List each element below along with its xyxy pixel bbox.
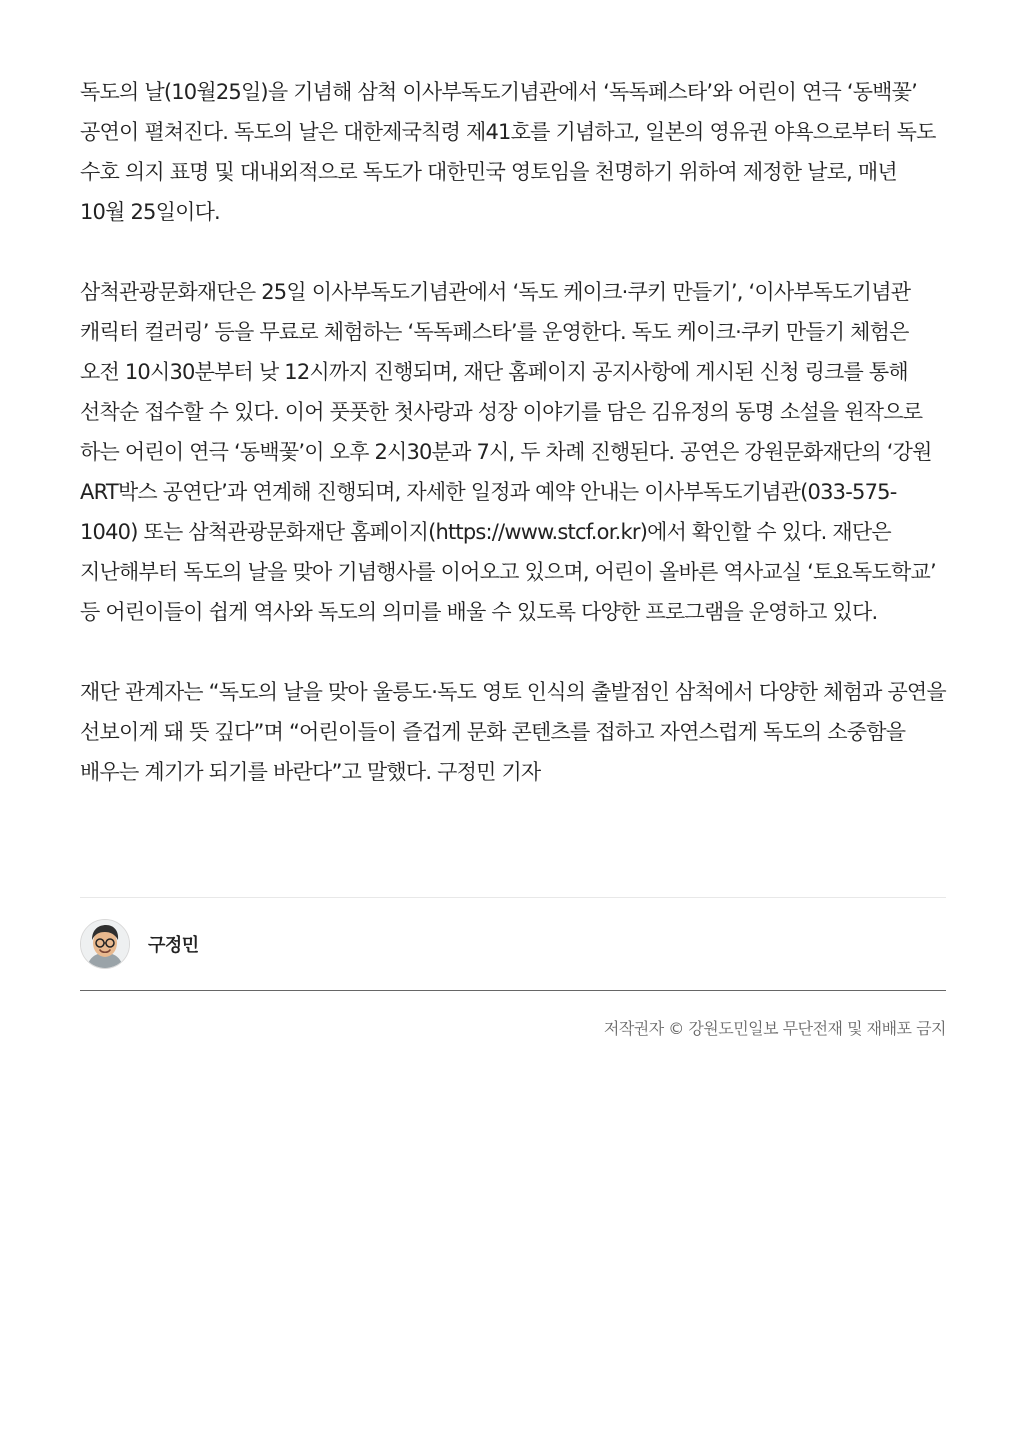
copyright-notice: 저작권자 © 강원도민일보 무단전재 및 재배포 금지: [603, 1019, 946, 1038]
author-name[interactable]: 구정민: [148, 935, 199, 956]
article-paragraph-2: 삼척관광문화재단은 25일 이사부독도기념관에서 ‘독도 케이크·쿠키 만들기’, ‘이사부독도기념관 캐릭터 컬러링’ 등을 무료로 체험하는 ‘독독페스타’를 운영한다. 독도 케이크·쿠키 만들기 체험은 오전 10시30분부터 낮 12시까지 진행되며, 재단 홈페이지 공지사항에 게시된 신청 링크를 통해 선착순 접수할 수 있다. 이어 풋풋한 첫사랑과 성장 이야기를 담은 김유정의 동명 소설을 원작으로 하는 어린이 연극 ‘동백꽃’이 오후 2시30분과 7시, 두 차례 진행된다. 공연은 강원문화재단의 ‘강원 ART박스 공연단’과 연계해 진행되며, 자세한 일정과 예약 안내는 이사부독도기념관(033-575-1040) 또는 삼척관광문화재단 홈페이지(https://www.stcf.or.kr)에서 확인할 수 있다. 재단은 지난해부터 독도의 날을 맞아 기념행사를 이어오고 있으며, 어린이 올바른 역사교실 ‘토요독도학교’ 등 어린이들이 쉽게 역사와 독도의 의미를 배울 수 있도록 다양한 프로그램을 운영하고 있다.: [80, 280, 936, 624]
reporter-avatar-icon[interactable]: [80, 919, 130, 969]
author-top-divider: [80, 897, 946, 898]
footer-divider: [80, 990, 946, 991]
author-profile[interactable]: [80, 916, 199, 972]
article-paragraph-1: 독도의 날(10월25일)을 기념해 삼척 이사부독도기념관에서 ‘독독페스타’와 어린이 연극 ‘동백꽃’ 공연이 펼쳐진다. 독도의 날은 대한제국칙령 제41호를 기념하고, 일본의 영유권 야욕으로부터 독도 수호 의지 표명 및 대내외적으로 독도가 대한민국 영토임을 천명하기 위하여 제정한 날로, 매년 10월 25일이다.: [80, 80, 936, 224]
article-paragraph-3: 재단 관계자는 “독도의 날을 맞아 울릉도·독도 영토 인식의 출발점인 삼척에서 다양한 체험과 공연을 선보이게 돼 뜻 깊다”며 “어린이들이 즐겁게 문화 콘텐츠를 접하고 자연스럽게 독도의 소중함을 배우는 계기가 되기를 바란다”고 말했다. 구정민 기자: [80, 680, 946, 784]
article-body: [80, 72, 946, 792]
